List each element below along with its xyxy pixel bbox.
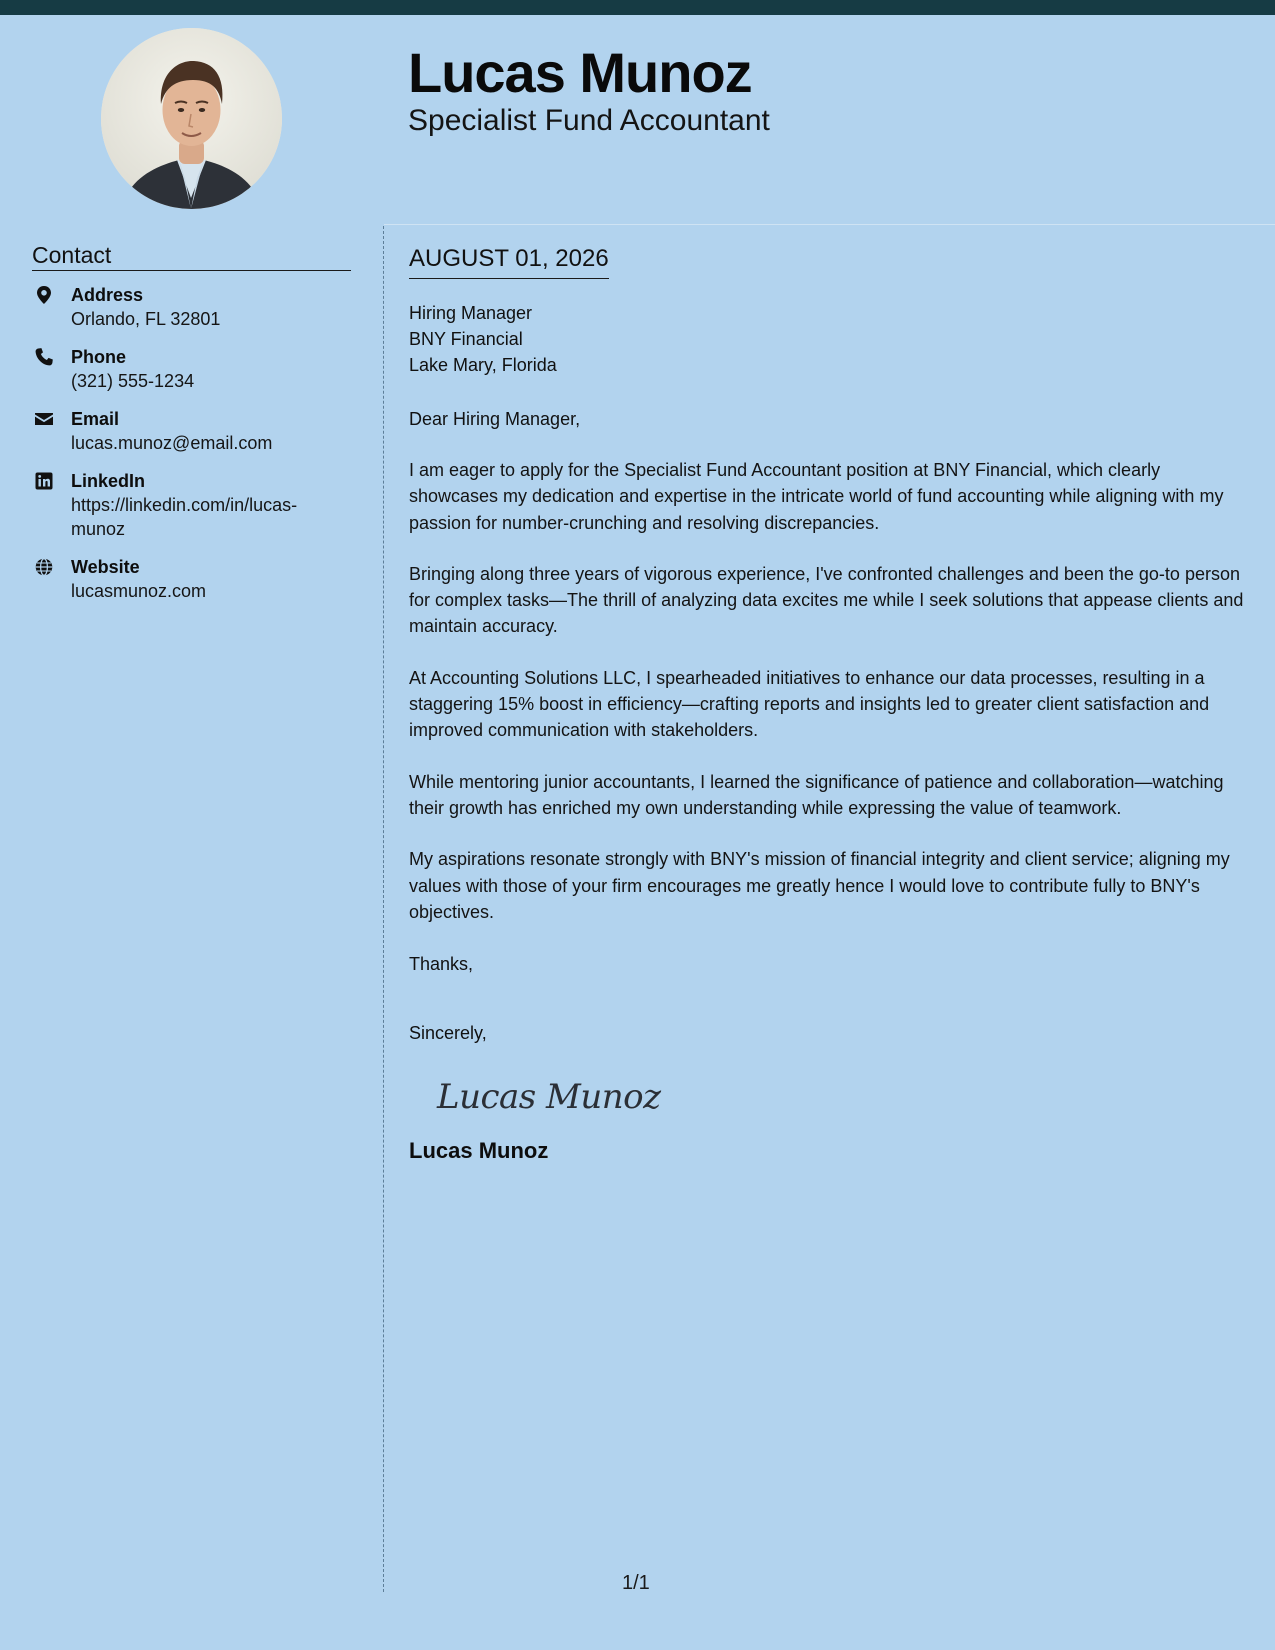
header-divider — [384, 224, 1275, 225]
recipient-block — [409, 300, 1249, 378]
applicant-name: Lucas Munoz — [408, 41, 752, 104]
contact-value: lucas.munoz@email.com — [71, 433, 273, 453]
contact-value: Orlando, FL 32801 — [71, 309, 221, 329]
recipient-line: BNY Financial — [409, 329, 523, 349]
letter-paragraph: Bringing along three years of vigorous experience, I've confronted challenges and been the go-to person for complex tasks—The thrill of analyzing data excites me while I seek solutions that appease clients and maintain accuracy. — [409, 563, 1244, 637]
contact-item-email — [32, 407, 351, 455]
job-title: Specialist Fund Accountant — [408, 104, 770, 137]
page-number: 1/1 — [622, 1572, 650, 1594]
envelope-icon — [34, 409, 54, 429]
contact-value: (321) 555-1234 — [71, 371, 195, 391]
column-divider — [383, 226, 384, 1592]
greeting: Dear Hiring Manager, — [409, 409, 581, 429]
letter-paragraph: I am eager to apply for the Specialist Fund Accountant position at BNY Financial, which clearly showcases my dedication and expertise in the intricate world of fund accounting while aligning with my passion for number-crunching and resolving discrepancies. — [409, 460, 1224, 533]
letter-paragraph: At Accounting Solutions LLC, I spearheaded initiatives to enhance our data processes, resulting in a staggering 15% boost in efficiency—crafting reports and insights led to greater client satisfaction and improved communication with stakeholders. — [409, 667, 1210, 741]
contact-label: Address — [71, 285, 144, 305]
letter-date: AUGUST 01, 2026 — [409, 244, 609, 279]
letter-paragraph: While mentoring junior accountants, I learned the significance of patience and collaboration—watching their growth has enriched my own understanding while expressing the value of teamwork. — [409, 771, 1224, 818]
contact-item-linkedin — [32, 469, 351, 541]
contact-item-phone — [32, 345, 351, 393]
closing: Thanks, — [409, 954, 474, 975]
contact-item-address — [32, 283, 351, 331]
globe-icon — [34, 557, 54, 577]
contact-list — [32, 283, 351, 603]
signer-name: Lucas Munoz — [409, 1138, 549, 1164]
linkedin-icon — [34, 471, 54, 491]
contact-label: LinkedIn — [71, 471, 146, 491]
recipient-line: Lake Mary, Florida — [409, 355, 557, 375]
contact-value: https://linkedin.com/in/lucas-munoz — [71, 495, 298, 539]
signoff: Sincerely, — [409, 1023, 487, 1044]
avatar — [101, 28, 282, 209]
contact-label: Email — [71, 409, 120, 429]
recipient-line: Hiring Manager — [409, 303, 533, 323]
contact-sidebar — [32, 240, 351, 617]
contact-item-website — [32, 555, 351, 603]
signature — [433, 1070, 663, 1122]
contact-label: Phone — [71, 347, 127, 367]
contact-label: Website — [71, 557, 140, 577]
signature-text: Lucas Munoz — [437, 1077, 661, 1118]
top-accent-bar — [0, 0, 1275, 15]
phone-icon — [34, 347, 54, 367]
map-pin-icon — [34, 285, 54, 305]
cover-letter-body — [409, 244, 1249, 1166]
profile-photo — [101, 28, 282, 209]
contact-heading: Contact — [32, 240, 351, 271]
contact-value: lucasmunoz.com — [71, 581, 207, 601]
letter-paragraph: My aspirations resonate strongly with BNY's mission of financial integrity and client service; aligning my values with those of your firm encourages me greatly hence I would love to contribute fully to BNY's objectives. — [409, 849, 1230, 922]
